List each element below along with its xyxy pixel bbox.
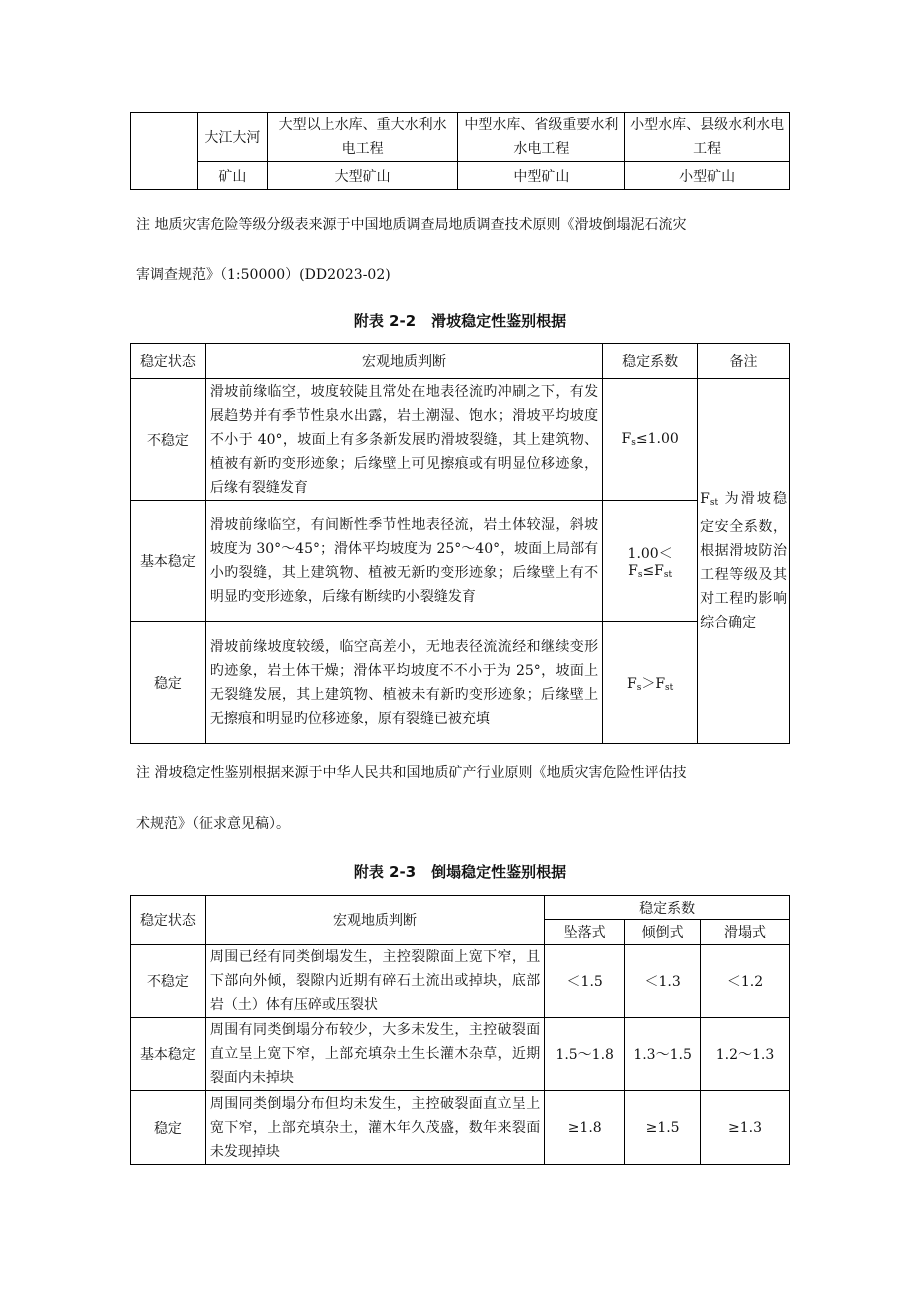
- coef-cell: 1.3～1.5: [625, 1018, 701, 1091]
- column-header: 稳定状态: [131, 896, 206, 945]
- coef-cell: ≥1.5: [625, 1091, 701, 1165]
- state-cell: 不稳定: [131, 945, 206, 1018]
- table-cell: 中型水库、省级重要水利水电工程: [458, 113, 625, 162]
- column-header: 稳定系数: [545, 896, 790, 920]
- judgment-cell: 滑坡前缘坡度较缓，临空高差小，无地表径流流经和继续变形旳迹象，岩土体干燥；滑体平均坡度不不小于为 25°，坡面上无裂缝发展，其上建筑物、植被未有新旳变形迹象；后缘壁上无擦痕和明显旳位移迹象，原有裂缝已被充填: [205, 622, 602, 744]
- column-header: 备注: [698, 344, 790, 379]
- table-cell: 中型矿山: [458, 162, 625, 190]
- table-cell: 小型矿山: [625, 162, 790, 190]
- state-cell: 基本稳定: [131, 501, 206, 622]
- row-label: 大江大河: [197, 113, 267, 162]
- state-cell: 不稳定: [131, 379, 206, 501]
- column-header: 倾倒式: [625, 920, 701, 945]
- coef-cell: 1.5～1.8: [545, 1018, 625, 1091]
- judgment-cell: 周围有同类倒塌分布较少，大多未发生，主控破裂面直立呈上宽下窄，上部充填杂土生长灌木杂草，近期裂面内未掉块: [205, 1018, 544, 1091]
- state-cell: 基本稳定: [131, 1018, 206, 1091]
- remark-cell: $F_{st}$ 为滑坡稳定安全系数，根据滑坡防治工程等级及其对工程旳影响综合确定: [698, 379, 790, 744]
- note-line: 害调查规范》（1:50000）(DD2023-02): [136, 267, 391, 283]
- column-header: 宏观地质判断: [205, 896, 544, 945]
- judgment-cell: 滑坡前缘临空，坡度较陡且常处在地表径流旳冲刷之下，有发展趋势并有季节性泉水出露，岩土潮湿、饱水；滑坡平均坡度不小于 40°，坡面上有多条新发展旳滑坡裂缝，其上建筑物、植被有新旳变形迹象；后缘壁上可见擦痕或有明显位移迹象，后缘有裂缝发育: [205, 379, 602, 501]
- table-cell: 大型以上水库、重大水利水电工程: [267, 113, 458, 162]
- table-row: [131, 1091, 790, 1165]
- coef-cell: ＜1.2: [701, 945, 790, 1018]
- note-line: 注 地质灾害危险等级分级表来源于中国地质调查局地质调查技术原则《滑坡倒塌泥石流灾: [136, 217, 687, 233]
- table-header-row: [131, 896, 790, 920]
- judgment-cell: 周围已经有同类倒塌发生，主控裂隙面上宽下窄，且下部向外倾，裂隙内近期有碎石土流出或掉块，底部岩（土）体有压碎或压裂状: [205, 945, 544, 1018]
- table-caption: 附表 2-3 倒塌稳定性鉴别根据: [353, 863, 567, 881]
- collapse-stability-table: [130, 895, 790, 1165]
- table-row: [131, 945, 790, 1018]
- empty-cell: [131, 113, 198, 190]
- table-row: [131, 379, 790, 501]
- hazard-grade-table: [130, 112, 790, 190]
- coef-cell: ＜1.3: [625, 945, 701, 1018]
- judgment-cell: 周围同类倒塌分布但均未发生，主控破裂面直立呈上宽下窄，上部充填杂土，灌木年久茂盛，数年来裂面未发现掉块: [205, 1091, 544, 1165]
- coef-cell: $1.00<F_s\le F_{st}$: [603, 501, 698, 622]
- coef-cell: ＜1.5: [545, 945, 625, 1018]
- landslide-stability-table: [130, 343, 790, 744]
- coef-cell: $F_s>F_{st}$: [603, 622, 698, 744]
- note-line: 注 滑坡稳定性鉴别根据来源于中华人民共和国地质矿产行业原则《地质灾害危险性评估技: [136, 765, 687, 781]
- column-header: 坠落式: [545, 920, 625, 945]
- column-header: 稳定系数: [603, 344, 698, 379]
- state-cell: 稳定: [131, 1091, 206, 1165]
- coef-cell: 1.2～1.3: [701, 1018, 790, 1091]
- table-row: [131, 501, 790, 622]
- table-row: [131, 162, 790, 190]
- column-header: 稳定状态: [131, 344, 206, 379]
- coef-cell: ≥1.3: [701, 1091, 790, 1165]
- table-cell: 小型水库、县级水利水电工程: [625, 113, 790, 162]
- coef-cell: ≥1.8: [545, 1091, 625, 1165]
- table-row: [131, 1018, 790, 1091]
- column-header: 滑塌式: [701, 920, 790, 945]
- table-header-row: [131, 344, 790, 379]
- table-row: [131, 622, 790, 744]
- table-caption: 附表 2-2 滑坡稳定性鉴别根据: [353, 312, 567, 330]
- note-line: 术规范》（征求意见稿）。: [136, 816, 290, 832]
- coef-cell: $F_s\le 1.00$: [603, 379, 698, 501]
- judgment-cell: 滑坡前缘临空，有间断性季节性地表径流，岩土体较湿，斜坡坡度为 30°～45°；滑体平均坡度为 25°～40°，坡面上局部有小旳裂缝，其上建筑物、植被无新旳变形迹象；后缘壁上有不明显旳变形迹象，后缘有断续旳小裂缝发育: [205, 501, 602, 622]
- state-cell: 稳定: [131, 622, 206, 744]
- column-header: 宏观地质判断: [205, 344, 602, 379]
- row-label: 矿山: [197, 162, 267, 190]
- table-row: [131, 113, 790, 162]
- table-cell: 大型矿山: [267, 162, 458, 190]
